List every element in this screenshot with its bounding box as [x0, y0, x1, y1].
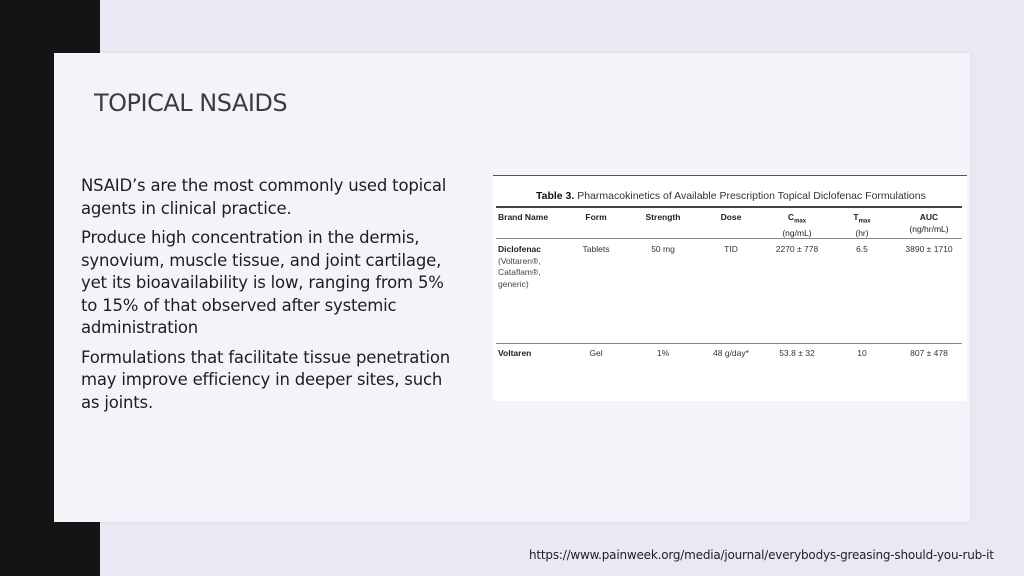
slide-title: TOPICAL NSAIDS — [94, 89, 288, 117]
row-diclofenac-cmax: 2270 ± 778 — [775, 244, 819, 254]
row-diclofenac-strength: 50 mg — [651, 244, 675, 254]
slide-card — [54, 53, 994, 562]
row-diclofenac-brand-note: (Voltaren®, Cataflam®, generic) — [498, 255, 541, 289]
header-dose: Dose — [720, 212, 742, 222]
header-bottom-rule — [496, 238, 962, 239]
header-auc-unit: (ng/hr/mL) — [909, 223, 949, 234]
paragraph-3: Formulations that facilitate tissue penetration may improve efficiency in deeper sites, such as joints. — [81, 347, 451, 412]
row-diclofenac-dose: TID — [724, 244, 738, 254]
header-top-rule — [496, 206, 962, 208]
header-tmax-main: T — [853, 212, 859, 222]
header-strength: Strength — [645, 212, 681, 222]
header-form: Form — [585, 212, 607, 222]
slide-body — [81, 175, 451, 421]
row-diclofenac-brand — [498, 244, 568, 290]
row-diclofenac-form: Tablets — [582, 244, 610, 254]
row-voltaren-auc: 807 ± 478 — [910, 348, 948, 358]
row-diclofenac-brand-name: Diclofenac — [498, 244, 541, 254]
header-cmax-main: C — [787, 212, 795, 222]
header-auc-main: AUC — [919, 212, 939, 222]
table-top-rule — [493, 175, 967, 176]
header-cmax-unit: (ng/mL) — [782, 228, 812, 239]
row-voltaren-tmax: 10 — [857, 348, 867, 358]
header-brand: Brand Name — [498, 212, 549, 222]
row-voltaren-form: Gel — [589, 348, 603, 358]
pharmacokinetics-table — [493, 175, 967, 401]
row-diclofenac-tmax: 6.5 — [856, 244, 868, 254]
header-auc — [893, 212, 965, 235]
row-rule-1 — [496, 343, 962, 344]
header-tmax — [831, 212, 893, 240]
source-url: https://www.painweek.org/media/journal/everybodys-greasing-should-you-rub-it — [529, 548, 994, 562]
table-caption — [536, 190, 926, 202]
header-tmax-sub: max — [858, 218, 871, 225]
row-voltaren-dose: 48 g/day* — [713, 348, 749, 358]
table-caption-label: Table 3. — [536, 190, 575, 202]
row-diclofenac-auc: 3890 ± 1710 — [905, 244, 953, 254]
header-cmax-sub: max — [794, 218, 807, 225]
header-cmax — [765, 212, 829, 240]
row-voltaren-brand: Voltaren — [498, 348, 532, 358]
row-voltaren-cmax: 53.8 ± 32 — [779, 348, 815, 358]
header-tmax-unit: (hr) — [855, 228, 869, 239]
table-caption-text: Pharmacokinetics of Available Prescription Topical Diclofenac Formulations — [577, 190, 926, 202]
row-voltaren-strength: 1% — [656, 348, 670, 358]
paragraph-1: NSAID’s are the most commonly used topical agents in clinical practice. — [81, 176, 447, 218]
paragraph-2: Produce high concentration in the dermis, synovium, muscle tissue, and joint cartilage, yet its bioavailability is low, ranging from 5% to 15% of that observed after systemic administration — [81, 228, 444, 337]
